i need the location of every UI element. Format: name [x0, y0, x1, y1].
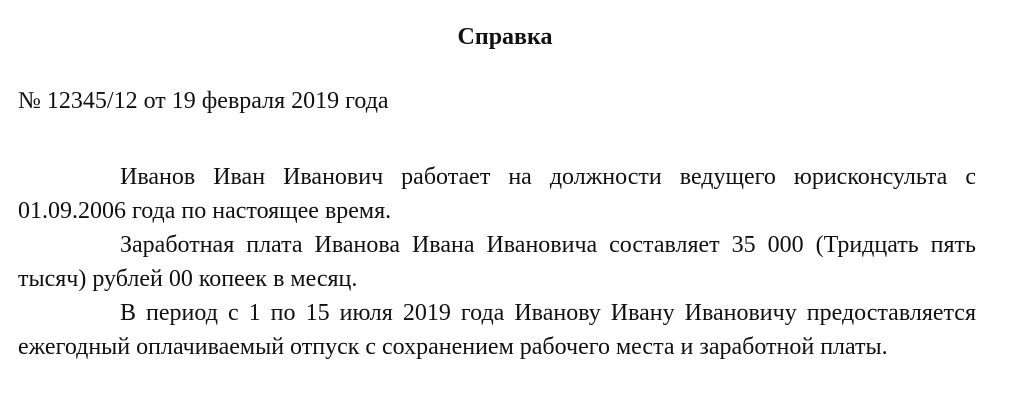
document-title: Справка: [457, 24, 553, 50]
document-number-date: № 12345/12 от 19 февраля 2019 года: [18, 88, 389, 114]
paragraph-employment: Иванов Иван Иванович работает на должности ведущего юрисконсульта с 01.09.2006 года по настоящее время.: [18, 164, 976, 224]
paragraph-vacation: В период с 1 по 15 июля 2019 года Иванову Ивану Ивановичу предоставляется ежегодный оплачиваемый отпуск с сохранением рабочего места и заработной платы.: [18, 300, 976, 360]
paragraph-salary: Заработная плата Иванова Ивана Ивановича составляет 35 000 (Тридцать пять тысяч) рублей 00 копеек в месяц.: [18, 232, 976, 292]
document-body: [18, 160, 976, 364]
